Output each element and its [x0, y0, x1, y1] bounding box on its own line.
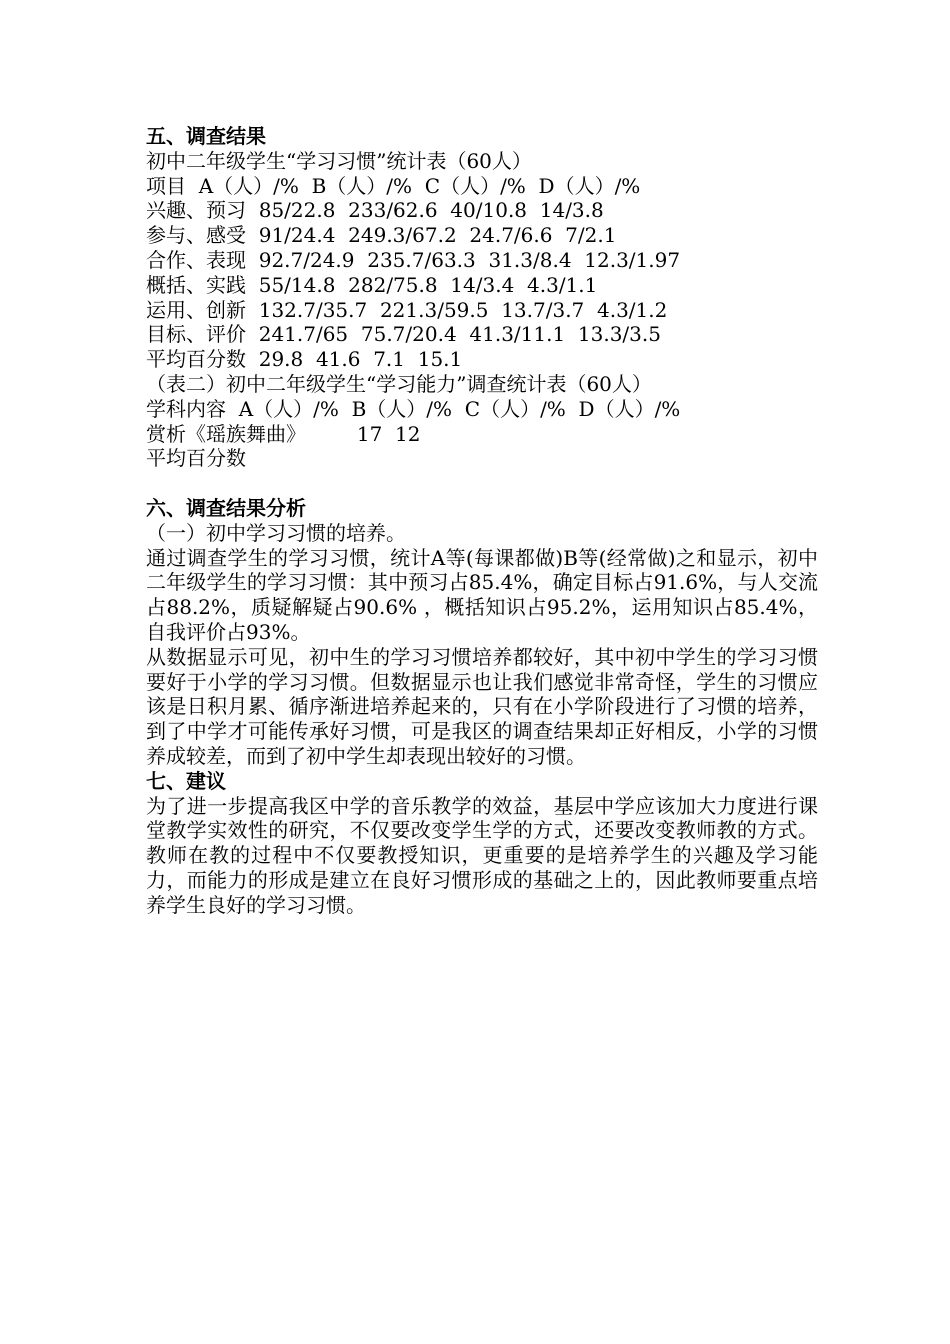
table-2-row: 赏析《瑶族舞曲》 17 12 — [146, 421, 421, 446]
table-1-title: 初中二年级学生“学习习惯”统计表（60人） — [146, 148, 532, 173]
section-6-heading: 六、调查结果分析 — [146, 495, 306, 520]
table-2-title: （表二）初中二年级学生“学习能力”调查统计表（60人） — [146, 371, 652, 396]
table-1-row: 概括、实践 55/14.8 282/75.8 14/3.4 4.3/1.1 — [146, 272, 598, 297]
table-1-row: 参与、感受 91/24.4 249.3/67.2 24.7/6.6 7/2.1 — [146, 223, 617, 248]
table-1-row: 目标、评价 241.7/65 75.7/20.4 41.3/11.1 13.3/3.5 — [146, 322, 661, 347]
table-1-row: 兴趣、预习 85/22.8 233/62.6 40/10.8 14/3.8 — [146, 198, 604, 223]
section-6-paragraph-1: 通过调查学生的学习习惯，统计A等(每课都做)B等(经常做)之和显示，初中二年级学生的学习习惯：其中预习占85.4%，确定目标占91.6%，与人交流占88.2%，质疑解疑占90.6% ，概括知识占95.2%，运用知识占85.4%，自我评价占93%。 — [146, 545, 818, 644]
section-gap — [146, 471, 818, 496]
section-6-paragraph-2: 从数据显示可见，初中生的学习习惯培养都较好，其中初中学生的学习习惯要好于小学的学习习惯。但数据显示也让我们感觉非常奇怪，学生的习惯应该是日积月累、循序渐进培养起来的，只有在小学阶段进行了习惯的培养，到了中学才可能传承好习惯，可是我区的调查结果却正好相反，小学的习惯养成较差，而到了初中学生却表现出较好的习惯。 — [146, 644, 818, 768]
table-2-header: 学科内容 A（人）/% B（人）/% C（人）/% D（人）/% — [146, 396, 681, 421]
table-1-row: 平均百分数 29.8 41.6 7.1 15.1 — [146, 347, 463, 372]
section-7-heading: 七、建议 — [146, 768, 226, 793]
section-6-subheading: （一）初中学习习惯的培养。 — [146, 520, 406, 545]
table-1-row: 合作、表现 92.7/24.9 235.7/63.3 31.3/8.4 12.3/1.97 — [146, 247, 681, 272]
document-page — [146, 124, 818, 918]
section-5-heading: 五、调查结果 — [146, 124, 266, 148]
table-2-row: 平均百分数 — [146, 446, 246, 471]
table-1-header: 项目 A（人）/% B（人）/% C（人）/% D（人）/% — [146, 173, 641, 198]
section-7-paragraph-1: 为了进一步提高我区中学的音乐教学的效益，基层中学应该加大力度进行课堂教学实效性的研究，不仅要改变学生学的方式，还要改变教师教的方式。教师在教的过程中不仅要教授知识，更重要的是培养学生的兴趣及学习能力，而能力的形成是建立在良好习惯形成的基础之上的，因此教师要重点培养学生良好的学习习惯。 — [146, 793, 818, 917]
table-1-row: 运用、创新 132.7/35.7 221.3/59.5 13.7/3.7 4.3/1.2 — [146, 297, 668, 322]
